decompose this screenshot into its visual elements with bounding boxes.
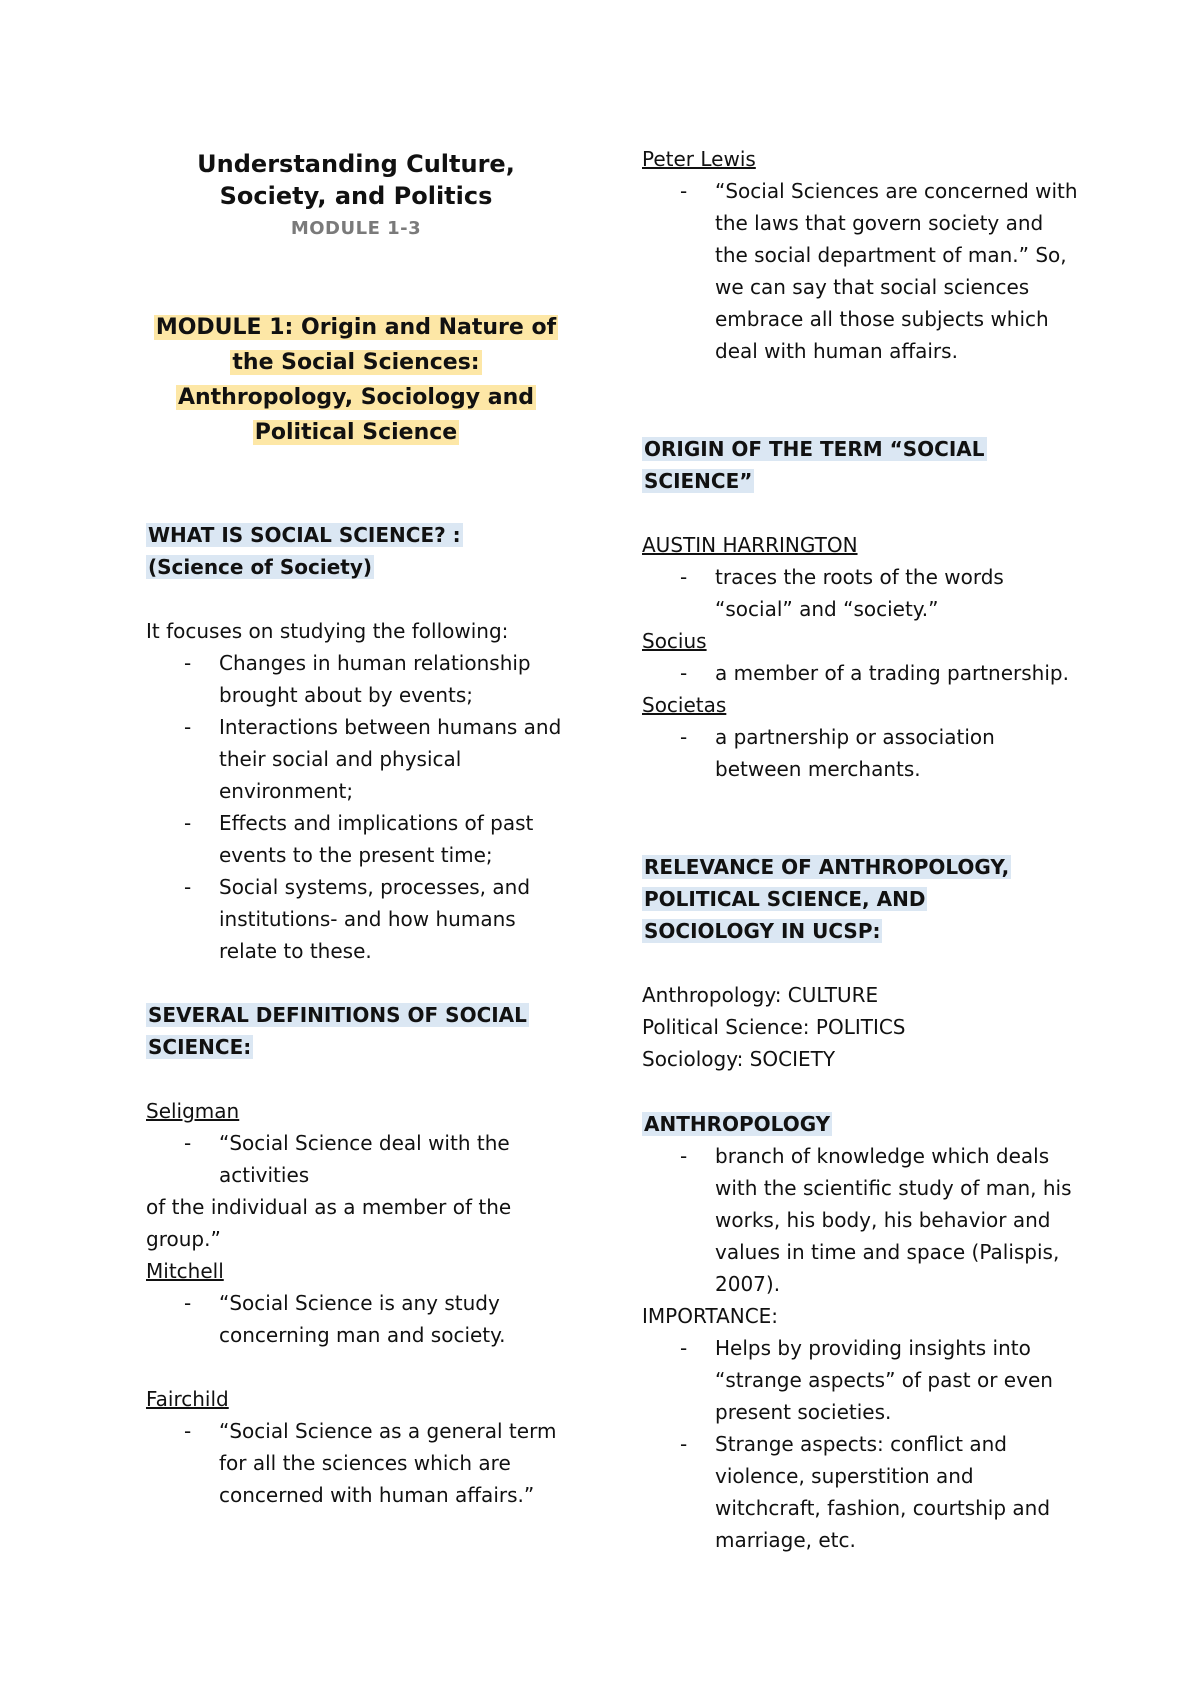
harrington-text: - traces the roots of the words “social” and “society.”: [642, 561, 1082, 625]
relevance-sociology: Sociology: SOCIETY: [642, 1047, 836, 1071]
relevance-anthropology: Anthropology: CULTURE: [642, 983, 879, 1007]
list-item: - Interactions between humans and their social and physical environment;: [146, 711, 576, 807]
anthropology-definition: - branch of knowledge which deals with the scientific study of man, his works, his body, his behavior and values in time and space (Palispis, 2007).: [642, 1140, 1082, 1300]
list-item: - Strange aspects: conflict and violence, superstition and witchcraft, fashion, courtship and marriage, etc.: [642, 1428, 1082, 1556]
relevance-heading-line-1: RELEVANCE OF ANTHROPOLOGY,: [644, 855, 1010, 879]
lewis-section: [642, 143, 1082, 367]
anthropology-definition-list: [642, 1140, 1082, 1300]
list-item: - Effects and implications of past events to the present time;: [146, 807, 576, 871]
societas-name: Societas: [642, 693, 727, 717]
mitchell-name: Mitchell: [146, 1259, 224, 1283]
what-is-intro: It focuses on studying the following:: [146, 619, 509, 643]
fairchild-list: [146, 1415, 576, 1511]
relevance-heading-line-3: SOCIOLOGY IN UCSP:: [644, 919, 881, 943]
origin-section: [642, 433, 1082, 785]
definitions-heading-line-2: SCIENCE:: [148, 1035, 252, 1059]
socius-text: - a member of a trading partnership.: [642, 657, 1082, 689]
seligman-name: Seligman: [146, 1099, 240, 1123]
lewis-quote: - “Social Sciences are concerned with the laws that govern society and the social department of man.” So, we can say that social sciences embrace all those subjects which deal with human affairs.: [642, 175, 1082, 367]
module-heading-line-1: MODULE 1: Origin and Nature of: [155, 315, 557, 340]
societas-list: [642, 721, 1082, 785]
mitchell-quote: - “Social Science is any study concerning man and society.: [146, 1287, 576, 1351]
title-line-2: Society, and Politics: [219, 182, 493, 210]
definitions-heading-line-1: SEVERAL DEFINITIONS OF SOCIAL: [148, 1003, 527, 1027]
harrington-list: [642, 561, 1082, 625]
what-is-heading-line-2: (Science of Society): [148, 555, 373, 579]
seligman-quote: - “Social Science deal with the activities: [146, 1127, 576, 1191]
relevance-political-science: Political Science: POLITICS: [642, 1015, 906, 1039]
definitions-section: [146, 999, 576, 1511]
societas-text: - a partnership or association between merchants.: [642, 721, 1082, 785]
list-item: - Social systems, processes, and institutions- and how humans relate to these.: [146, 871, 576, 967]
what-is-heading-line-1: WHAT IS SOCIAL SCIENCE? :: [148, 523, 461, 547]
importance-label: IMPORTANCE:: [642, 1304, 779, 1328]
socius-name: Socius: [642, 629, 707, 653]
list-item: - Changes in human relationship brought about by events;: [146, 647, 576, 711]
what-is-list: [146, 647, 576, 967]
mitchell-list: [146, 1287, 576, 1351]
what-is-social-science-section: [146, 519, 576, 967]
socius-list: [642, 657, 1082, 689]
relevance-heading-line-2: POLITICAL SCIENCE, AND: [644, 887, 926, 911]
origin-heading-line-2: SCIENCE”: [644, 469, 753, 493]
seligman-continuation: of the individual as a member of the group.”: [146, 1195, 512, 1251]
fairchild-quote: - “Social Science as a general term for all the sciences which are concerned with human affairs.”: [146, 1415, 576, 1511]
lewis-name: Peter Lewis: [642, 147, 756, 171]
module-heading: [146, 310, 566, 450]
anthropology-section: [642, 1108, 1082, 1556]
title-line-1: Understanding Culture,: [197, 150, 515, 178]
module-heading-line-3: Anthropology, Sociology and: [177, 385, 535, 410]
origin-heading-line-1: ORIGIN OF THE TERM “SOCIAL: [644, 437, 985, 461]
module-heading-line-4: Political Science: [254, 420, 458, 445]
fairchild-name: Fairchild: [146, 1387, 229, 1411]
lewis-list: [642, 175, 1082, 367]
list-item: - Helps by providing insights into “strange aspects” of past or even present societies.: [642, 1332, 1082, 1428]
seligman-list: [146, 1127, 576, 1191]
relevance-section: [642, 851, 1082, 1075]
importance-list: [642, 1332, 1082, 1556]
module-heading-line-2: the Social Sciences:: [232, 350, 480, 375]
document-subtitle: MODULE 1-3: [290, 218, 422, 239]
harrington-name: AUSTIN HARRINGTON: [642, 533, 858, 557]
anthropology-heading: ANTHROPOLOGY: [644, 1112, 831, 1136]
document-title: [146, 148, 566, 212]
